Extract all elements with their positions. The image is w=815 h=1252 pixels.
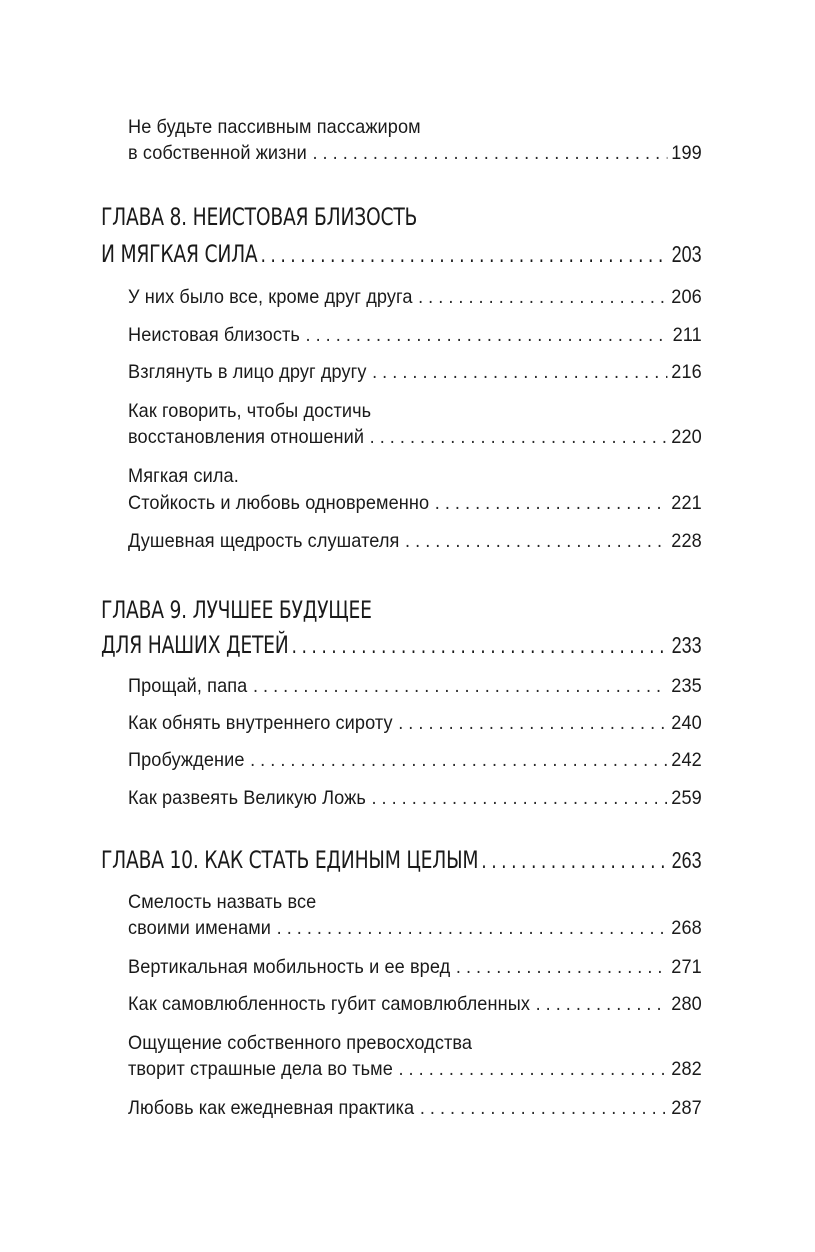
page-number: 268: [671, 917, 702, 939]
toc-entry-title-line2: творит страшные дела во тьме: [128, 1058, 393, 1080]
toc-entry-title: Вертикальная мобильность и ее вред: [128, 956, 451, 978]
page-number: 235: [671, 675, 702, 697]
toc-entry-title-line1: Как говорить, чтобы достичь: [128, 400, 372, 422]
dot-leader: [372, 361, 667, 384]
dot-leader: [435, 492, 668, 515]
page-number: 263: [671, 847, 702, 873]
page-number: 203: [671, 241, 702, 267]
page-number: 199: [671, 142, 702, 164]
dot-leader: [370, 426, 668, 449]
toc-entry-title: Любовь как ежедневная практика: [128, 1097, 415, 1119]
page-number: 280: [671, 993, 702, 1015]
dot-leader: [418, 286, 667, 309]
toc-entry-title: Пробуждение: [128, 749, 245, 771]
toc-entry-title-line2: в собственной жизни: [128, 142, 307, 164]
page-number: 211: [672, 324, 702, 346]
chapter-title-line1: ГЛАВА 9. ЛУЧШЕЕ БУДУЩЕЕ: [101, 596, 372, 624]
page-number: 221: [671, 492, 702, 514]
dot-leader: [481, 847, 668, 875]
dot-leader: [250, 749, 667, 772]
page-number: 271: [671, 956, 702, 978]
toc-entry-title-line1: Мягкая сила.: [128, 465, 239, 487]
toc-entry-title: Как обнять внутреннего сироту: [128, 712, 393, 734]
toc-entry-title-line2: восстановления отношений: [128, 426, 365, 448]
page-number: 287: [671, 1097, 702, 1119]
toc-entry-title: Душевная щедрость слушателя: [128, 530, 400, 552]
toc-entry-title: Взглянуть в лицо друг другу: [128, 361, 367, 383]
chapter-title-line2: И МЯГКАЯ СИЛА: [101, 240, 258, 268]
toc-entry-title-line2: Стойкость и любовь одновременно: [128, 492, 430, 514]
toc-entry-title: Неистовая близость: [128, 324, 300, 346]
dot-leader: [420, 1097, 668, 1120]
dot-leader: [312, 142, 667, 165]
page-number: 206: [671, 286, 702, 308]
dot-leader: [456, 956, 668, 979]
page-number: 282: [671, 1058, 702, 1080]
toc-entry-title: Прощай, папа: [128, 675, 248, 697]
dot-leader: [261, 241, 669, 269]
page-number: 220: [671, 426, 702, 448]
toc-entry-title: Как самовлюбленность губит самовлюбленных: [128, 993, 530, 1015]
chapter-title: ГЛАВА 10. КАК СТАТЬ ЕДИНЫМ ЦЕЛЫМ: [101, 846, 479, 874]
page-number: 216: [671, 361, 702, 383]
dot-leader: [398, 1058, 667, 1081]
toc-entry-title-line1: Смелость назвать все: [128, 891, 317, 913]
toc-entry-title-line1: Ощущение собственного превосходства: [128, 1032, 473, 1054]
page-number: 233: [671, 632, 702, 658]
dot-leader: [306, 324, 669, 347]
chapter-title-line2: ДЛЯ НАШИХ ДЕТЕЙ: [101, 631, 289, 659]
page-number: 228: [671, 530, 702, 552]
toc-entry-title-line2: своими именами: [128, 917, 272, 939]
dot-leader: [371, 787, 667, 810]
toc-entry-title: Как развеять Великую Ложь: [128, 787, 366, 809]
dot-leader: [292, 632, 669, 660]
dot-leader: [398, 712, 667, 735]
dot-leader: [536, 993, 668, 1016]
dot-leader: [277, 917, 668, 940]
page-number: 242: [671, 749, 702, 771]
dot-leader: [405, 530, 668, 553]
page-number: 259: [671, 787, 702, 809]
page-number: 240: [671, 712, 702, 734]
toc-entry-title: У них было все, кроме друг друга: [128, 286, 413, 308]
chapter-title-line1: ГЛАВА 8. НЕИСТОВАЯ БЛИЗОСТЬ: [101, 203, 418, 231]
toc-entry-title-line1: Не будьте пассивным пассажиром: [128, 116, 421, 138]
dot-leader: [253, 675, 668, 698]
